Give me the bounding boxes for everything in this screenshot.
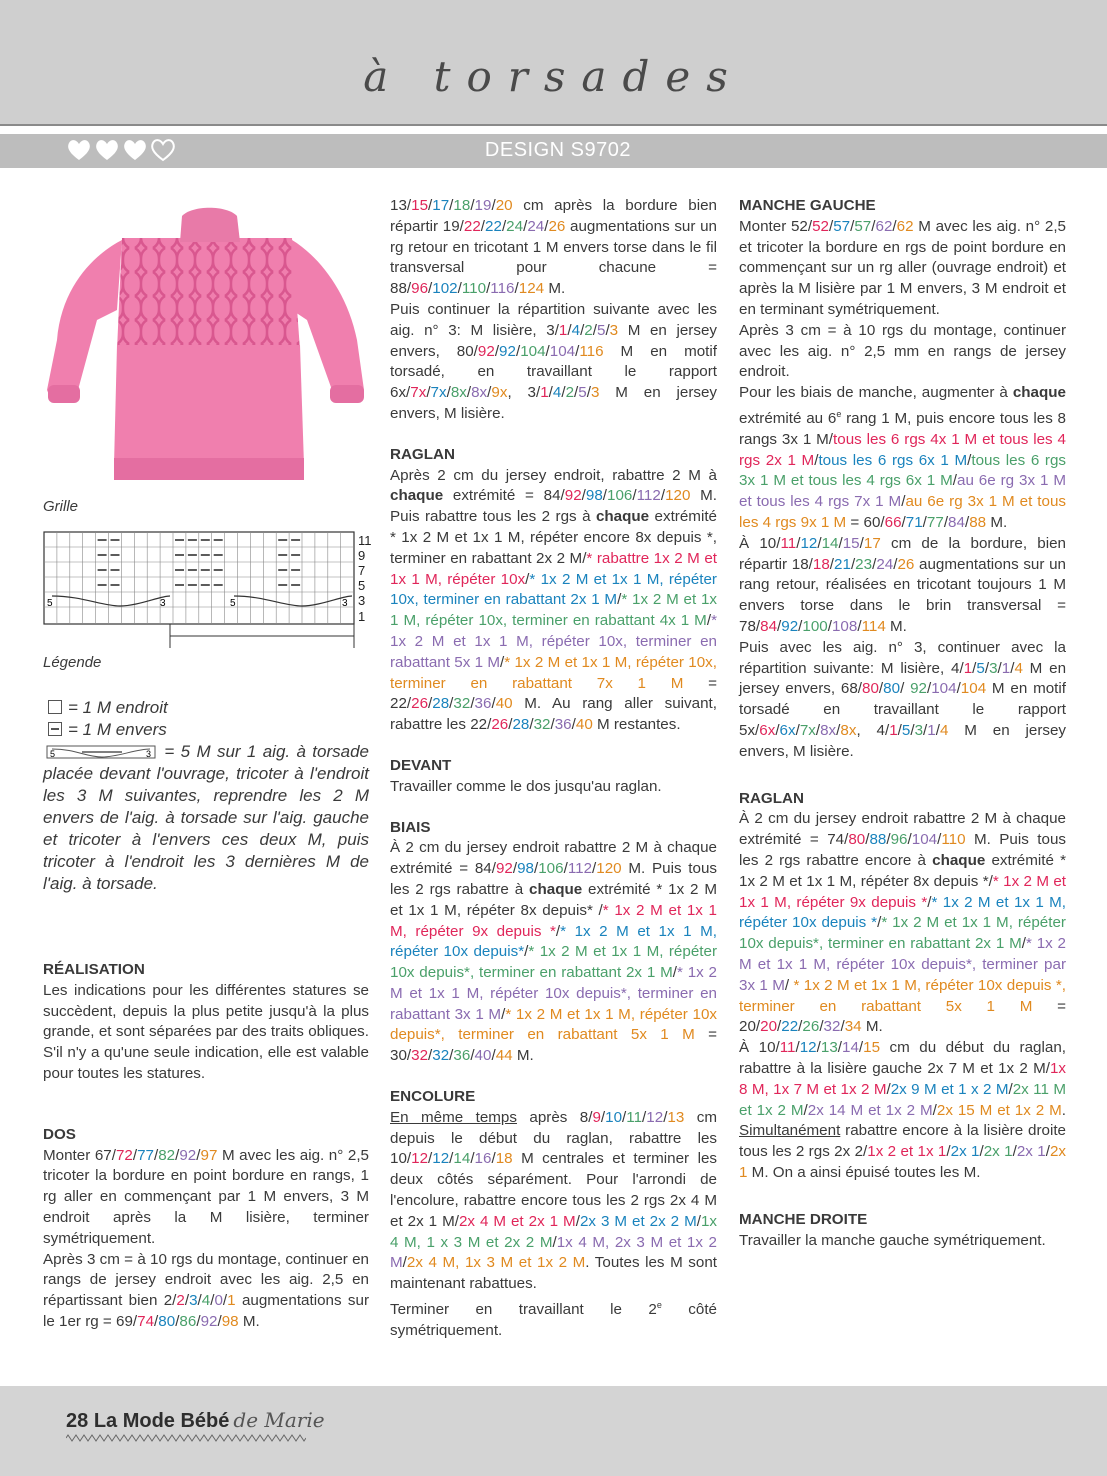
legend-item: = 1 M endroit bbox=[43, 697, 369, 719]
magazine-name: La Mode Bébé bbox=[93, 1410, 230, 1432]
svg-text:5: 5 bbox=[50, 749, 56, 759]
square-icon bbox=[48, 700, 62, 714]
header-rule bbox=[0, 124, 1107, 126]
row-number: 7 bbox=[358, 563, 366, 578]
pink-sweater-photo bbox=[42, 200, 370, 490]
heart-outline-icon bbox=[150, 138, 176, 162]
legend-item: 5 3 = 5 M sur 1 aig. à torsade placée devant l'ouvrage, tricoter à l'endroit les 3 M suivantes, reprendre les 2 M envers de l'aig. à torsade sur l'aig. gauche et tricoter à l'envers ces deux M, puis tricoter à l'endroit les 3 dernières M de l'aig. à torsade. bbox=[43, 742, 369, 893]
design-code: DESIGN S9702 bbox=[484, 139, 631, 161]
cable-number-3: 3 bbox=[342, 598, 348, 609]
legend-item: = 1 M envers bbox=[43, 719, 369, 741]
column-left-text: RÉALISATION Les indications pour les différentes statures se succèdent, depuis la plus petite jusqu'à la plus grande, et sont séparées par des traits obliques. S'il n'y a qu'une seule indication, elle est valable pour toutes les statures. DOS Monter 67/72/77/82/92/97 M avec les aig. n° 2,5 tricoter la bordure en point bordure en rangs, 1 rg aller en commençant par 1 M envers, 3 M endroit après la M lisière, terminer symétriquement. Après 3 cm = à 10 rgs du montage, continuer en rangs de jersey endroit avec les aig. 2,5 en répartissant bien 2/2/3/4/0/1 augmentations sur le 1er rg = 69/74/80/86/92/98 M. bbox=[43, 961, 370, 1330]
footer-wave-divider bbox=[66, 1434, 306, 1442]
row-number: 5 bbox=[358, 578, 366, 593]
row-number: 1 bbox=[358, 609, 366, 624]
hearts-rating bbox=[66, 138, 176, 164]
magazine-script: de Marie bbox=[233, 1408, 325, 1432]
row-number: 3 bbox=[358, 593, 366, 608]
cable-number-3: 3 bbox=[160, 598, 166, 609]
row-number: 11 bbox=[358, 533, 372, 548]
legend-label: Légende bbox=[43, 654, 102, 671]
header-bar bbox=[0, 0, 1107, 124]
minus-square-icon bbox=[48, 722, 62, 736]
knitting-chart bbox=[42, 530, 382, 648]
footer bbox=[66, 1408, 325, 1433]
column-right-text: MANCHE GAUCHE Monter 52/52/57/57/62/62 M avec les aig. n° 2,5 et tricoter la bordure en rgs de point bordure en commençant sur un rg aller (ouvrage endroit) et après la M lisière par 1 M envers, 3 M endroit et en terminant symétriquement. Après 3 cm = à 10 rgs du montage, continuer avec les aig. n° 2,5 mm en rangs de jersey endroit. Pour les biais de manche, augmenter à chaque extrémité au 6e rang 1 M, puis encore tous les 8 rangs 3x 1 M/tous les 6 rgs 4x 1 M et tous les 4 rgs 2x 1 M/tous les 6 rgs 6x 1 M/tous les 6 rgs 3x 1 M et tous les 4 rgs 6x 1 M/au 6e rg 3x 1 M et tous les 4 rgs 7x 1 M/au 6e rg 3x 1 M et tous les 4 rgs 9x 1 M = 60/66/71/77/84/88 M. À 10/11/12/14/15/17 cm de la bordure, bien répartir 18/18/21/23/24/26 augmentations sur un rang retour, réalisées en tricotant toujours 1 M envers torse dans le brin transversal = 78/84/92/100/108/114 M. Puis avec les aig. n° 3, continuer avec la répartition suivante: M lisière, 4/1/5/3/1/4 M en jersey envers, 68/80/80/ 92/104/104 M en motif torsadé en travaillant le rapport 5x/6x/6x/7x/8x/8x, 4/1/5/3/1/4 M en jersey envers, M lisière. RAGLAN À 2 cm du jersey endroit rabattre 2 M à chaque extrémité = 74/80/88/96/104/110 M. Puis tous les 2 rgs rabattre encore à chaque extrémité * 1x 2 M et 1x 1 M, répéter 8x depuis */* 1x 2 M et 1x 1 M, répéter 9x depuis */* 1x 2 M et 1x 1 M, répéter 10x depuis */* 1x 2 M et 1x 1 M, répéter 10x depuis*, terminer en rabattant 2x 1 M/* 1x 2 M et 1x 1 M, répéter 10x depuis*, terminer par 3x 1 M/ * 1x 2 M et 1x 1 M, répéter 10x depuis *, terminer en rabattant 5x 1 M = 20/20/22/26/32/34 M. À 10/11/12/13/14/15 cm du début du raglan, rabattre à la lisière gauche 2x 7 M et 1x 2 M/1x 8 M, 1x 7 M et 1x 2 M/2x 9 M et 1 x 2 M/2x 11 M et 1x 2 M/2x 14 M et 1x 2 M/2x 15 M et 1x 2 M. Simultanément rabattre encore à la lisière droite tous les 2 rgs 2x 2/1x 2 et 1x 1/2x 1/2x 1/2x 1/2x 1 M. On a ainsi épuisé toutes les M. MANCHE DROITE Travailler la manche gauche symétriquement. bbox=[739, 197, 1067, 1249]
svg-text:3: 3 bbox=[146, 749, 152, 759]
heart-filled-icon bbox=[66, 138, 92, 162]
grid-label: Grille bbox=[43, 498, 79, 515]
heart-filled-icon bbox=[122, 138, 148, 162]
cable-symbol-icon bbox=[46, 745, 158, 759]
sub-header-bar bbox=[0, 134, 1107, 168]
cable-number-5: 5 bbox=[230, 598, 236, 609]
legend bbox=[43, 697, 369, 895]
cable-number-5: 5 bbox=[47, 598, 53, 609]
row-number: 9 bbox=[358, 548, 366, 563]
page-number: 28 bbox=[66, 1410, 89, 1432]
page-title: à torsades bbox=[363, 52, 744, 101]
column-middle-text: 13/15/17/18/19/20 cm après la bordure bien répartir 19/22/22/24/24/26 augmentations sur un rg retour en tricotant 1 M envers torse dans le fil transversal pour chacune = 88/96/102/110/116/124 M. Puis continuer la répartition suivante avec les aig. n° 3: M lisière, 3/1/4/2/5/3 M en jersey envers, 80/92/92/104/104/116 M en motif torsadé, en travaillant le rapport 6x/7x/7x/8x/8x/9x, 3/1/4/2/5/3 M en jersey envers, M lisière. RAGLAN Après 2 cm du jersey endroit, rabattre 2 M à chaque extrémité = 84/92/98/106/112/120 M. Puis rabattre tous les 2 rgs à chaque extrémité * 1x 2 M et 1x 1 M, répéter encore 8x depuis *, terminer en rabattant 2x 2 M/* rabattre 1x 2 M et 1x 1 M, répéter 10x/* 1x 2 M et 1x 1 M, répéter 10x, terminer en rabattant 2x 1 M/* 1x 2 M et 1x 1 M, répéter 10x, terminer en rabattant 4x 1 M/* 1x 2 M et 1x 1 M, répéter 10x, terminer en rabattant 5x 1 M/* 1x 2 M et 1x 1 M, répéter 10x, terminer en rabattant 7x 1 M = 22/26/28/32/36/40 M. Au rang aller suivant, rabattre les 22/26/28/32/36/40 M restantes. DEVANT Travailler comme le dos jusqu'au raglan. BIAIS À 2 cm du jersey endroit rabattre 2 M à chaque extrémité = 84/92/98/106/112/120 M. Puis tous les 2 rgs rabattre à chaque extrémité * 1x 2 M et 1x 1 M, répéter 8x depuis* /* 1x 2 M et 1x 1 M, répéter 9x depuis */* 1x 2 M et 1x 1 M, répéter 10x depuis*/* 1x 2 M et 1x 1 M, répéter 10x depuis*, terminer en rabattant 2x 1 M/* 1x 2 M et 1x 1 M, répéter 10x depuis*, terminer en rabattant 3x 1 M/* 1x 2 M et 1x 1 M, répéter 10x depuis*, terminer en rabattant 5x 1 M = 30/32/32/36/40/44 M. ENCOLURE En même temps après 8/9/10/11/12/13 cm depuis le début du raglan, rabattre les 10/12/12/14/16/18 M centrales et terminer les deux côtés séparément. Pour l'arrondi de l'encolure, rabattre encore tous les 2 rgs 2x 4 M et 2x 1 M/2x 4 M et 2x 1 M/2x 3 M et 2x 2 M/1x 4 M, 1 x 3 M et 2x 2 M/1x 4 M, 2x 3 M et 1x 2 M/2x 4 M, 1x 3 M et 1x 2 M. Toutes les M sont maintenant rabattues. Terminer en travaillant le 2e côté symétriquement. bbox=[390, 197, 718, 1339]
heart-filled-icon bbox=[94, 138, 120, 162]
